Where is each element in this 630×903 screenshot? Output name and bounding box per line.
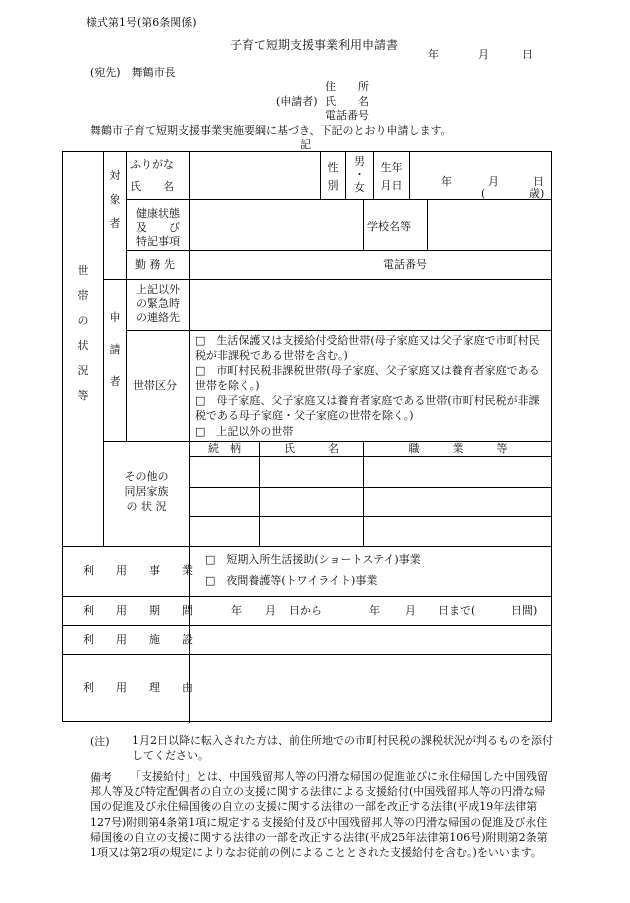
age-open: (: [481, 187, 486, 200]
form-number: 様式第1号(第6条関係): [86, 16, 197, 29]
sex-label: 性 別: [327, 161, 339, 192]
household-option-welfare[interactable]: □ 生活保護又は支援給付受給世帯(母子家庭又は父子家庭で市町村民税が非課税である世帯を含む。): [195, 334, 540, 362]
period-end-year: 年: [369, 604, 380, 617]
household-class-label: 世帯区分: [133, 379, 177, 392]
address-label: 住 所: [325, 80, 369, 93]
household-option-nontaxed[interactable]: □ 市町村民税非課税世帯(母子家庭、父子家庭又は養育者家庭である世帯を除く。): [195, 364, 540, 392]
family-name-header: 氏 名: [284, 442, 339, 455]
date-month: 月: [478, 48, 489, 61]
period-label: 利 用 期 間: [83, 604, 193, 617]
health-label: 健康状態 及 び 特記事項: [136, 207, 180, 248]
period-start-year: 年: [231, 604, 242, 617]
household-status-label: 世 帯 の 状 況 等: [77, 264, 89, 402]
household-option-other[interactable]: □ 上記以外の世帯: [195, 425, 294, 438]
applicant-section-label: 申 請 者: [109, 311, 121, 388]
date-day: 日: [522, 48, 533, 61]
age-close: 歳): [529, 187, 545, 200]
period-start-day: 日から: [289, 604, 322, 617]
facility-label: 利 用 施 設: [83, 633, 193, 646]
applicant-label: (申請者): [276, 95, 318, 108]
period-days: 日間): [511, 604, 538, 617]
period-end-month: 月: [405, 604, 416, 617]
sex-options[interactable]: 男 ・ 女: [354, 155, 365, 194]
reason-label: 利 用 理 由: [83, 681, 193, 694]
statement: 舞鶴市子育て短期支援事業実施要綱に基づき、下記のとおり申請します。: [90, 124, 452, 137]
relation-header: 続 柄: [208, 442, 241, 455]
addressee: (宛先) 舞鶴市長: [90, 66, 176, 79]
household-option-single-parent[interactable]: □ 母子家庭、父子家庭又は養育者家庭である世帯(市町村民税が非課税である母子家庭・父子家庭の世帯を除く。): [195, 394, 540, 422]
note-text: 1月2日以降に転入された方は、前住所地での市町村民税の課税状況が判るものを添付してください。: [132, 734, 553, 763]
remarks-label: 備考: [90, 771, 112, 784]
school-label: 学校名等: [367, 220, 411, 233]
occupation-header: 職 業 等: [408, 442, 508, 455]
emergency-contact-label: 上記以外 の緊急時 の連絡先: [136, 283, 180, 324]
family-status-label: その他の 同居家族 の 状 況: [124, 470, 169, 513]
birth-day: 日: [533, 175, 544, 188]
service-option-twilight[interactable]: □ 夜間養護等(トワイライト)事業: [205, 574, 378, 587]
birthdate-label: 生年 月日: [380, 161, 403, 192]
remarks-text: 「支援給付」とは、中国残留邦人等の円滑な帰国の促進並びに永住帰国した中国残留邦人等及び特定配偶者の自立の支援に関する法律による支援給付(中国残留邦人等の円滑な帰国の促進及び永住帰国後の自立の支援に関する法律の一部を改正する法律(平成19年法律第127号)附則第4条第1項に規定する支援給付及び中国残留邦人等の円滑な帰国の促進及び永住帰国後の自立の支援に関する法律の一部を改正する法律(平成25年法律第106号)附則第2条第1項又は第2項の規定によりなお従前の例によることとされた支援給付を含む。)をいいます。: [90, 770, 548, 860]
application-form-table: [62, 151, 552, 722]
period-end-day: 日まで(: [438, 604, 476, 617]
workplace-phone-label: 電話番号: [383, 258, 427, 271]
child-name-label: 氏 名: [130, 180, 174, 193]
furigana-label: ふりがな: [130, 158, 174, 171]
phone-label: 電話番号: [325, 109, 369, 122]
name-label: 氏 名: [325, 95, 369, 108]
workplace-label: 勤 務 先: [135, 258, 175, 271]
service-option-shortstay[interactable]: □ 短期入所生活援助(ショートステイ)事業: [205, 553, 421, 566]
period-start-month: 月: [265, 604, 276, 617]
document-title: 子育て短期支援事業利用申請書: [230, 38, 399, 52]
birth-year: 年: [441, 175, 452, 188]
service-label: 利 用 事 業: [83, 564, 193, 577]
ki-mark: 記: [300, 138, 311, 151]
birth-month: 月: [488, 175, 499, 188]
subject-person-label: 対 象 者: [109, 169, 121, 230]
date-year: 年: [428, 48, 439, 61]
note-label: (注): [90, 735, 110, 748]
